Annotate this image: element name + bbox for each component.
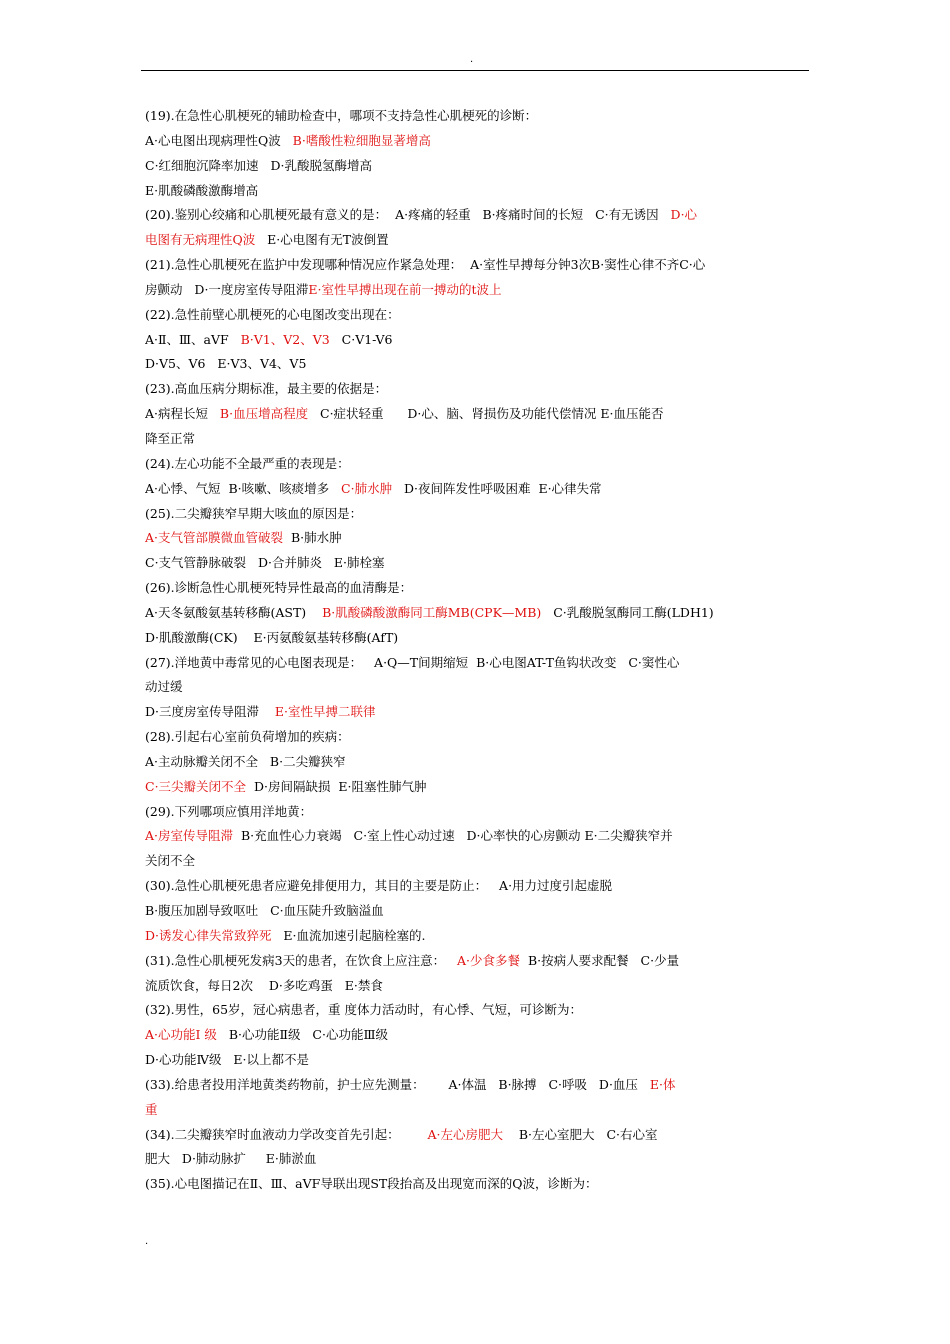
text-line [145, 352, 809, 377]
text-line [145, 402, 809, 427]
text-line [145, 998, 809, 1023]
question-text: (34).二尖瓣狭窄时血液动力学改变首先引起： [145, 1126, 428, 1142]
question-text: A·天冬氨酸氨基转移酶(AST) [145, 604, 323, 620]
answer-text: A·少食多餐 [457, 952, 521, 968]
question-text: B·心功能Ⅱ级 C·心功能Ⅲ级 [216, 1027, 389, 1043]
text-line [145, 278, 809, 303]
answer-text: 电图有无病理性Q波 [145, 232, 256, 248]
question-text: (30).急性心肌梗死患者应避免排便用力，其目的主要是防止： A·用力过度引起虚脱 [145, 878, 613, 894]
question-text: (23).高血压病分期标准，最主要的依据是： [145, 381, 388, 397]
question-text: D·房间隔缺损 E·阻塞性肺气肿 [246, 778, 427, 794]
question-text: D·肌酸激酶(CK) E·丙氨酸氨基转移酶(AfT) [145, 629, 399, 645]
text-line [145, 675, 809, 700]
question-text: A·心悸、气短 B·咳嗽、咳痰增多 [145, 480, 342, 496]
text-line [145, 452, 809, 477]
text-line [145, 228, 809, 253]
answer-text: E·室性早搏二联律 [274, 704, 376, 720]
question-text: (26).诊断急性心肌梗死特异性最高的血清酶是： [145, 580, 413, 596]
text-line [145, 1073, 809, 1098]
answer-text: B·嗜酸性粒细胞显著增高 [292, 132, 431, 148]
text-line [145, 775, 809, 800]
text-line [145, 924, 809, 949]
answer-text: E·室性早搏出现在前一搏动的t波上 [308, 281, 502, 297]
text-line [145, 800, 809, 825]
text-line [145, 725, 809, 750]
question-text: (35).心电图描记在Ⅱ、Ⅲ、aVF导联出现ST段抬高及出现宽而深的Q波，诊断为： [145, 1176, 598, 1192]
text-line [145, 1123, 809, 1148]
question-text: 动过缓 [145, 679, 183, 695]
text-line [145, 899, 809, 924]
text-line [145, 253, 809, 278]
answer-text: C·肺水肿 [341, 480, 393, 496]
question-text: A·病程长短 [145, 406, 220, 422]
question-text: E·心电图有无T波倒置 [255, 232, 389, 248]
header-rule [141, 70, 809, 71]
question-text: (20).鉴别心绞痛和心肌梗死最有意义的是： A·疼痛的轻重 B·疼痛时间的长短 C·有无诱因 [145, 207, 671, 223]
text-line [145, 328, 809, 353]
question-text: 关闭不全 [145, 853, 196, 869]
text-line [145, 651, 809, 676]
text-line [145, 526, 809, 551]
answer-text: D·心 [670, 207, 698, 223]
question-text: B·按病人要求配餐 C·少量 [520, 952, 680, 968]
answer-text: A·心功能Ⅰ 级 [145, 1027, 217, 1043]
question-text: C·乳酸脱氢酶同工酶(LDH1) [541, 604, 714, 620]
text-line [145, 303, 809, 328]
text-line [145, 949, 809, 974]
answer-text: D·诱发心律失常致猝死 [145, 927, 272, 943]
text-line [145, 974, 809, 999]
text-line [145, 576, 809, 601]
question-text: 房颤动 D·一度房室传导阻滞 [145, 281, 309, 297]
question-text: 降至正常 [145, 430, 196, 446]
question-text: C·V1-V6 [329, 331, 393, 347]
question-text: 流质饮食，每日2次 D·多吃鸡蛋 E·禁食 [145, 977, 383, 993]
answer-text: 重 [145, 1101, 158, 1117]
text-line [145, 700, 809, 725]
question-text: A·主动脉瓣关闭不全 B·二尖瓣狭窄 [145, 753, 346, 769]
text-line [145, 154, 809, 179]
footer-mark: . [145, 1236, 149, 1247]
question-text: (21).急性心肌梗死在监护中发现哪种情况应作紧急处理： A·室性早搏每分钟3次B·窦性心律不齐C·心 [145, 257, 706, 273]
question-text: D·夜间阵发性呼吸困难 E·心律失常 [392, 480, 602, 496]
question-text: (32).男性，65岁，冠心病患者，重 度体力活动时，有心悸、气短，可诊断为： [145, 1002, 583, 1018]
question-text: D·三度房室传导阻滞 [145, 704, 275, 720]
question-text: C·支气管静脉破裂 D·合并肺炎 E·肺栓塞 [145, 555, 385, 571]
text-line [145, 874, 809, 899]
text-line [145, 104, 809, 129]
question-text: B·腹压加剧导致呕吐 C·血压陡升致脑溢血 [145, 903, 384, 918]
answer-text: A·房室传导阻滞 [145, 828, 234, 844]
question-text: B·肺水肿 [283, 530, 342, 546]
question-text: (25).二尖瓣狭窄早期大咳血的原因是： [145, 505, 363, 521]
text-line [145, 551, 809, 576]
text-line [145, 179, 809, 204]
text-line [145, 849, 809, 874]
text-line [145, 1147, 809, 1172]
text-line [145, 477, 809, 502]
answer-text: B·肌酸磷酸激酶同工酶MB(CPK—MB) [322, 604, 542, 620]
question-text: (24).左心功能不全最严重的表现是： [145, 455, 350, 471]
text-line [145, 1023, 809, 1048]
text-line [145, 601, 809, 626]
question-text: (31).急性心肌梗死发病3天的患者，在饮食上应注意： [145, 952, 458, 968]
text-line [145, 824, 809, 849]
question-text: (27).洋地黄中毒常见的心电图表现是： A·Q—T间期缩短 B·心电图AT-T鱼钩状改变 C·窦性心 [145, 654, 680, 670]
answer-text: A·支气管部膜微血管破裂 [145, 530, 284, 546]
header-mark: . [470, 54, 474, 65]
question-text: E·肌酸磷酸激酶增高 [145, 182, 259, 198]
question-text: (19).在急性心肌梗死的辅助检查中，哪项不支持急性心肌梗死的诊断： [145, 108, 538, 123]
question-text: (33).给患者投用洋地黄类药物前，护士应先测量： A·体温 B·脉搏 C·呼吸 D·血压 [145, 1076, 650, 1092]
answer-text: A·左心房肥大 [427, 1126, 503, 1142]
text-line [145, 203, 809, 228]
question-text: A·Ⅱ、Ⅲ、aVF [145, 331, 241, 347]
text-line [145, 377, 809, 402]
question-text: D·V5、V6 E·V3、V4、V5 [145, 356, 307, 372]
question-text: (29).下列哪项应慎用洋地黄： [145, 803, 313, 819]
text-line [145, 1098, 809, 1123]
answer-text: B·血压增高程度 [219, 406, 309, 422]
question-text: B·左心室肥大 C·右心室 [502, 1126, 658, 1142]
question-text: D·心功能Ⅳ级 E·以上都不是 [145, 1052, 310, 1068]
text-line [145, 427, 809, 452]
question-list [145, 104, 809, 1197]
answer-text: E·体 [649, 1076, 676, 1092]
text-line [145, 750, 809, 775]
question-text: A·心电图出现病理性Q波 [145, 132, 293, 148]
text-line [145, 1172, 809, 1197]
question-text: (28).引起右心室前负荷增加的疾病： [145, 729, 350, 745]
text-line [145, 1048, 809, 1073]
question-text: C·症状轻重 D·心、脑、肾损伤及功能代偿情况 E·血压能否 [308, 406, 664, 422]
answer-text: B·V1、V2、V3 [240, 331, 330, 347]
question-text: C·红细胞沉降率加速 D·乳酸脱氢酶增高 [145, 157, 372, 173]
text-line [145, 626, 809, 651]
text-line [145, 129, 809, 154]
question-text: (22).急性前壁心肌梗死的心电图改变出现在： [145, 306, 400, 322]
answer-text: C·三尖瓣关闭不全 [145, 778, 247, 794]
question-text: B·充血性心力衰竭 C·室上性心动过速 D·心率快的心房颤动 E·二尖瓣狭窄并 [233, 828, 673, 844]
question-text: 肥大 D·肺动脉扩 E·肺淤血 [145, 1151, 317, 1167]
question-text: E·血流加速引起脑栓塞的. [271, 927, 426, 943]
text-line [145, 502, 809, 527]
